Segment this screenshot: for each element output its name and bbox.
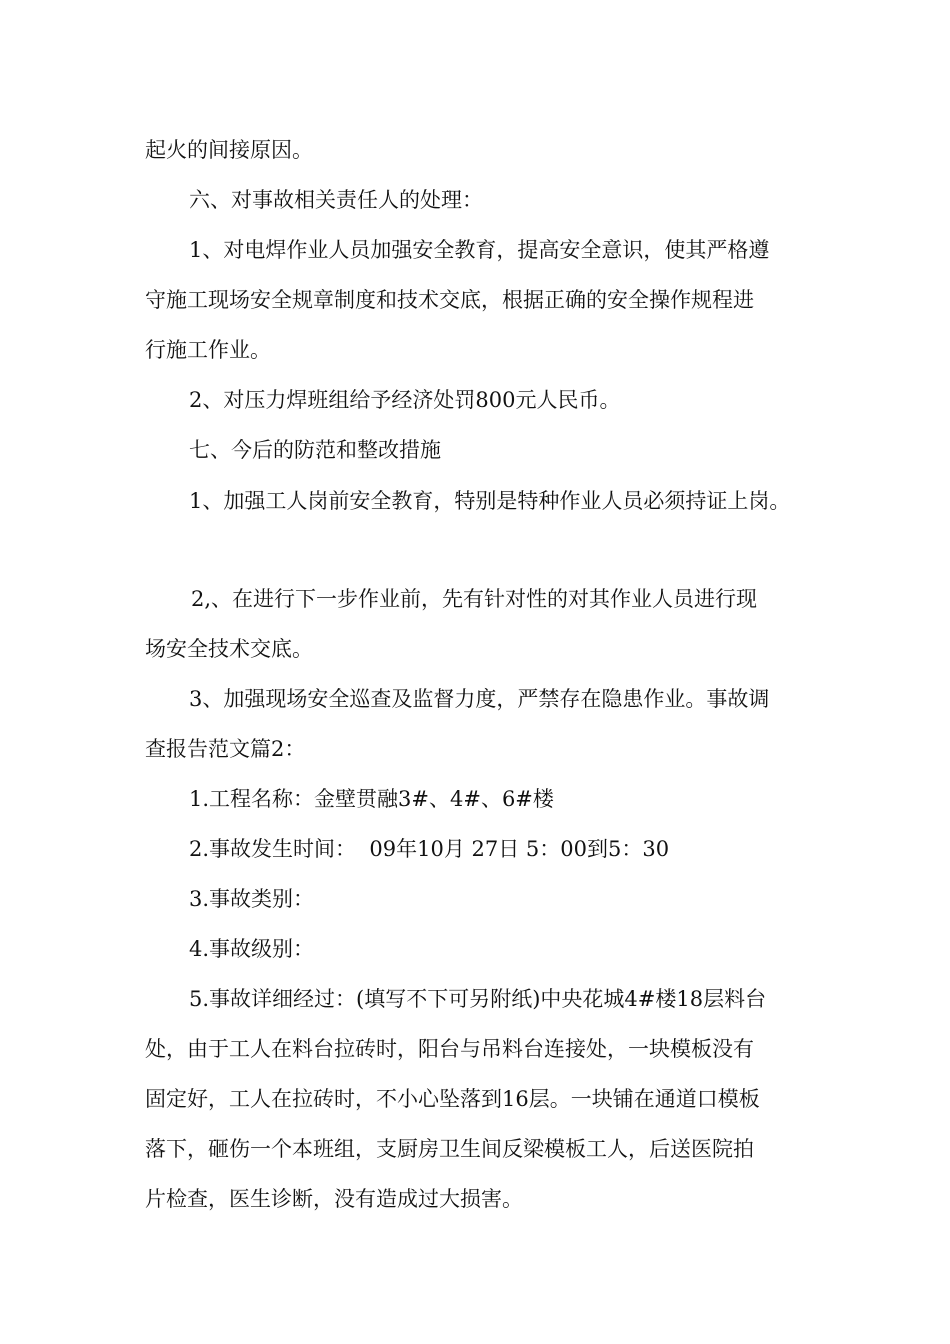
text-line: 3.事故类别： xyxy=(189,887,315,911)
text-line: 固定好，工人在拉砖时，不小心坠落到16层。一块铺在通道口模板 xyxy=(145,1087,760,1111)
text-line: 落下，砸伤一个本班组，支厨房卫生间反梁模板工人，后送医院拍 xyxy=(145,1137,754,1161)
text-line: 2.事故发生时间： 09年10月 27日 5：00到5：30 xyxy=(189,837,670,861)
text-line: 4.事故级别： xyxy=(189,937,315,961)
text-line: 3、加强现场安全巡查及监督力度，严禁存在隐患作业。事故调 xyxy=(189,687,770,711)
text-line: 片检查，医生诊断，没有造成过大损害。 xyxy=(145,1187,523,1211)
section-heading: 七、今后的防范和整改措施 xyxy=(189,438,441,462)
text-line: 守施工现场安全规章制度和技术交底，根据正确的安全操作规程进 xyxy=(145,288,754,312)
section-heading: 六、对事故相关责任人的处理： xyxy=(189,188,483,212)
text-line: 1.工程名称：金壁贯融3#、4#、6#楼 xyxy=(189,787,554,811)
text-line: 5.事故详细经过：(填写不下可另附纸)中央花城4#楼18层料台 xyxy=(189,987,767,1011)
text-line: 2、对压力焊班组给予经济处罚800元人民币。 xyxy=(189,388,621,412)
text-line: 处，由于工人在料台拉砖时，阳台与吊料台连接处，一块模板没有 xyxy=(145,1037,754,1061)
text-line: 行施工作业。 xyxy=(145,338,271,362)
text-line: 查报告范文篇2： xyxy=(145,737,306,761)
text-line: 1、加强工人岗前安全教育，特别是特种作业人员必须持证上岗。 xyxy=(189,489,791,513)
text-line: 2,、在进行下一步作业前，先有针对性的对其作业人员进行现 xyxy=(191,587,758,611)
text-line: 1、对电焊作业人员加强安全教育，提高安全意识，使其严格遵 xyxy=(189,238,770,262)
text-line: 起火的间接原因。 xyxy=(145,138,313,162)
text-line: 场安全技术交底。 xyxy=(145,637,313,661)
